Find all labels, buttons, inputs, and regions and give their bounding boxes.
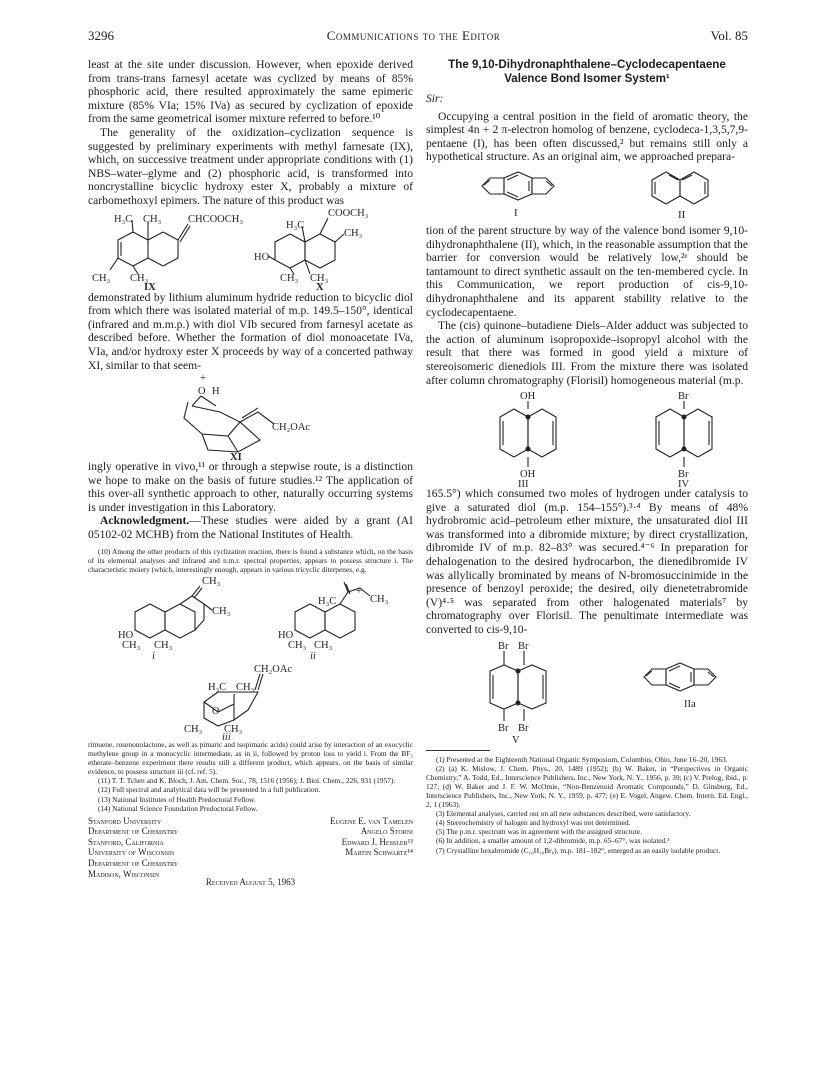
footnote-rule [426, 750, 490, 751]
footnote-14: (14) National Science Foundation Predoctoral Fellow. [98, 803, 258, 813]
acknowledgment-text: —These studies were aided by a grant (AI 05102-02 MCHB) from the National Institutes of Health. [88, 514, 413, 542]
right-column [426, 58, 748, 855]
i-ch3-lower2-label: CH₃ [154, 639, 173, 651]
xi-label: XI [230, 452, 242, 461]
left-paragraph-3: demonstrated by lithium aluminum hydride reduction to bicyclic diol from which there was isolated material of m.p. 149.5–150°, identical (infrared and m.m.p.) with diol VIb secured from farnesyl acetate as described before. Whether the formation of diol monoacetate IVa, VIa, and/or hydroxy ester X proceeds by way of a concerted pathway XI, similar to that seem- [88, 290, 413, 372]
left-paragraph-2: The generality of the oxidization–cyclization sequence is suggested by preliminary experiments with methyl farnesate (IX), which, on successive treatment under appropriate conditions with (1) NBS–water–glyme and (2) phosphoric acid, is transformed into noncrystalline bicyclic hydroxy ester X, probably a mixture of carbomethoxyl epimers. The nature of this product was [88, 125, 413, 207]
structure-cyclodecapentaene [482, 172, 554, 219]
right-paragraph-1: Occupying a central position in the field of aromatic theory, the simplest 4n + 2 π-electron homolog of benzene, cyclodeca-1,3,5,7,9-pentaene (I), has been often discussed,² but remains still only a hypothetical structure. As an original aim, we approached prepara- [426, 109, 748, 164]
author-block [88, 815, 413, 887]
ii-ch3-lower2-label: CH₃ [314, 639, 333, 651]
footnote-1: (1) Presented at the Eighteenth National Organic Symposium, Columbus, Ohio, June 16–20, 1963. [436, 754, 728, 764]
iii-ch3-lower-label: CH₃ [184, 723, 203, 735]
volume-number: Vol. 85 [710, 28, 748, 43]
footnote-10: (10) Among the other products of this cyclization reaction, there is found a substance which, on the basis of its elemental analyses and infrared and n.m.r. spectral properties, appears to possess structure i. The characteristic moiety (which, interestingly enough, appears in various tricyclic diterpenes, e.g. [88, 546, 413, 574]
i-ch3-top-label: CH₃ [202, 575, 221, 587]
i-label: i [152, 650, 155, 662]
structure-iii [184, 664, 292, 740]
i-ho-label: HO [118, 629, 134, 641]
affiliation-line: University of Wisconsin [88, 847, 175, 858]
author-name: Eugene E. van Tamelen [330, 815, 413, 826]
ix-ch3-lower-label: CH₃ [92, 272, 111, 284]
acknowledgment [88, 514, 413, 541]
ix-ch3-label: CH₃ [143, 213, 162, 225]
ii-label: ii [310, 650, 316, 662]
footnote-6: (6) In addition, a smaller amount of 1,2-dibromide, m.p. 65–67°, was isolated.³ [436, 836, 670, 846]
xi-plus-label: + [200, 373, 206, 385]
compound-I-label: I [514, 206, 518, 219]
iii-h3c-label: H₃C [208, 681, 227, 693]
right-paragraph-4: 165.5°) which consumed two moles of hydrogen under catalysis to give a saturated diol (m.p. 154–155°).³·⁴ By means of 48% hydrobromic acid–petroleum ether mixture, the unsaturated diol III was transformed into a dibromide mixture; by direct crystallization, dibromide IV of m.p. 82–83° was secured.⁴⁻⁶ In preparation for dehalogenation to the desired hydrocarbon, the dienedibromide IV was allylically brominated by means of N-bromosuccinimide in the presence of benzoyl peroxide; the desired, oily dienetetrabromide (V)⁴·⁵ was separated from other halogenated materials⁷ by chromatography over Florisil. The penultimate intermediate was converted to cis-9,10- [426, 487, 748, 637]
xi-o-label: O [198, 386, 206, 398]
article-title: The 9,10-Dihydronaphthalene–Cyclodecapentaene Valence Bond Isomer System¹ [448, 58, 726, 85]
structure-xi [88, 372, 413, 460]
affiliation-line: Department of Chemistry [88, 826, 179, 837]
affiliation-line: Madison, Wisconsin [88, 868, 160, 879]
xi-ch2oac-label: CH₂OAc [272, 422, 311, 434]
affiliation-line: Stanford University [88, 815, 162, 826]
right-paragraph-2: tion of the parent structure by way of the valence bond isomer 9,10-dihydronaphthalene (II), which, in the reasonable assumption that the barrier for conversion would be relatively low,²ᵉ should be tantamount to direct synthetic assault on the ten-membered cycle. In this Communication, we report production of cis-9,10-dihydronaphthalene and its apparent stability relative to the cyclodecapentaene. [426, 223, 748, 319]
footnote-5: (5) The p.m.r. spectrum was in agreement with the assigned structure. [436, 827, 642, 837]
footnote-3: (3) Elemental analyses, carried out on all new substances described, were satisfactory. [436, 809, 691, 819]
structures-iii-iv [426, 387, 748, 487]
compound-V-label: V [512, 734, 520, 745]
compound-IIa-label: IIa [684, 698, 696, 710]
acknowledgment-heading: Acknowledgment. [100, 514, 190, 528]
right-paragraph-3: The (cis) quinone–butadiene Diels–Alder adduct was subjected to the action of aluminum isopropoxide–isopropyl alcohol with the result that there was formed in good yield a mixture of stereoisomeric dienediols III. From the mixture there was isolated after column chromatography (Florisil) homogeneous material (m.p. [426, 319, 748, 387]
iii-ch3-label: CH₃ [236, 681, 255, 693]
structures-ix-x [88, 208, 413, 291]
v-br-bottom2-label: Br [518, 722, 529, 734]
left-paragraph-1: least at the site under discussion. However, when epoxide derived from trans-trans farnesyl acetate was cyclized by means of 85% phosphoric acid, there resulted approximately the same epimeric mixture (85% VIa; 15% IVa) as secured by cyclization of epoxide from the same geometrical isomer mixture referred to before.¹⁰ [88, 58, 413, 126]
ix-chcooch3-label: CHCOOCH₃ [188, 213, 244, 225]
ii-ch3-label: CH₃ [370, 593, 389, 605]
ii-ho-label: HO [278, 629, 294, 641]
structures-i-ii-upper [426, 164, 748, 224]
x-ch3-lower-label: CH₃ [280, 272, 299, 284]
structures-v-iia [426, 637, 748, 745]
author-name: Angelo Storni [360, 826, 413, 837]
ix-h3c-label: H₃C [114, 213, 133, 225]
x-ch3-label: CH₃ [344, 227, 363, 239]
ix-ch3-lower2-label: CH₃ [130, 272, 149, 284]
received-date: Received August 5, 1963 [205, 876, 296, 887]
v-br-bottom1-label: Br [498, 722, 509, 734]
structure-i [118, 576, 231, 662]
footnote-12: (12) Full spectral and analytical data will be presented in a full publication. [98, 785, 321, 795]
structure-III [500, 391, 556, 487]
ii-plus-label: + [356, 585, 362, 597]
salutation: Sir: [426, 92, 444, 105]
iii-ch3-lower2-label: CH₃ [224, 723, 243, 735]
compound-IV-label: IV [678, 479, 690, 488]
structure-ix [92, 214, 243, 291]
structure-IV [656, 391, 712, 487]
i-ch3-lower-label: CH₃ [122, 639, 141, 651]
ii-h3c-label: H₃C [318, 595, 337, 607]
x-cooch3-label: COOCH₃ [328, 207, 369, 219]
iii-o-label: O [212, 705, 220, 717]
footnote-2: (2) (a) K. Mislow, J. Chem. Phys., 20, 1489 (1952); (b) W. Baker, in “Perspectives in Organic Chemistry,” A. Todd, Ed., Interscience Publishers, Inc., New York, N. Y., 1956, p. 39; (c) V. Prelog, ibid., p. 127; (d) W. Baker and J. F. W. McOmie, “Non-Benzenoid Aromatic Compounds,” D. Ginsburg, Ed., Interscience Publishers, Inc., New York, N. Y., 1959, p. 477; (e) E. Vogel, Angew. Chem. Intern. Ed. Engl., 2, 1 (1963). [426, 763, 748, 810]
footnote-7: (7) Crystalline hexabromide (C₁₀H₁₀Br₆), m.p. 181–182°, emerged as an easily isolable product. [436, 845, 721, 855]
x-h3c-label: H₃C [286, 219, 305, 231]
author-name: Edward J. Hessler¹³ [341, 836, 413, 847]
structure-IIa [644, 663, 716, 710]
left-paragraph-4: ingly operative in vivo,¹¹ or through a stepwise route, is a distinction we hope to make on the basis of future studies.¹² The application of this over-all synthetic approach to other, naturally occurring systems is under investigation in this Laboratory. [88, 460, 413, 514]
footnote-11: (11) T. T. Tchen and K. Bloch, J. Am. Chem. Soc., 78, 1516 (1956); J. Biol. Chem., 226, 931 (1957). [98, 776, 396, 786]
page-number: 3296 [88, 28, 114, 43]
v-br-top1-label: Br [498, 640, 509, 652]
x-label: X [316, 281, 324, 291]
running-head: Communications to the Editor [326, 28, 501, 43]
structure-ii [278, 582, 389, 662]
xi-h-label: H [212, 386, 220, 398]
affiliation-line: Stanford, California [88, 836, 164, 847]
x-ch3-lower2-label: CH₃ [310, 272, 329, 284]
structure-V [490, 641, 546, 745]
compound-II-label: II [678, 208, 686, 221]
structure-x [254, 208, 369, 291]
iii-oh-bottom-label: OH [520, 469, 536, 481]
footnote-10-continued: rimuene, rosenonolactone, as well as pimaric and isopimaric acids) could arise by interaction of an exocyclic methylene group in a monocyclic intermediate, as in ii, followed by proton loss to yield i. From the BF₃ etherate–benzene experiment there results still a different product, which appears, on the basis of similar evidence, to possess structure iii (cf. ref. 5). [88, 739, 413, 777]
iii-ch2oac-label: CH₂OAc [254, 663, 293, 675]
affiliation-line: Department of Chemistry [88, 858, 179, 869]
ix-label: IX [144, 281, 156, 291]
affiliations [88, 816, 258, 880]
x-ho-label: HO [254, 251, 270, 263]
footnote-4: (4) Stereochemistry of halogen and hydroxyl was not determined. [436, 818, 631, 828]
iii-oh-top-label: OH [520, 391, 536, 403]
structure-dihydronaphthalene [652, 172, 708, 221]
left-column [88, 58, 413, 887]
footnote-13: (13) National Institutes of Health Predoctoral Fellow. [98, 794, 256, 804]
structures-i-ii-iii [88, 574, 413, 740]
iv-br-bottom-label: Br [678, 469, 689, 481]
iv-br-top-label: Br [678, 391, 689, 403]
ii-ch3-lower-label: CH₃ [288, 639, 307, 651]
compound-III-label: III [518, 479, 529, 488]
v-br-top2-label: Br [518, 640, 529, 652]
author-name: Martin Schwartz¹⁴ [345, 847, 413, 858]
i-ch3-right-label: CH₃ [212, 605, 231, 617]
authors [253, 816, 413, 858]
iii-label: iii [222, 731, 231, 740]
